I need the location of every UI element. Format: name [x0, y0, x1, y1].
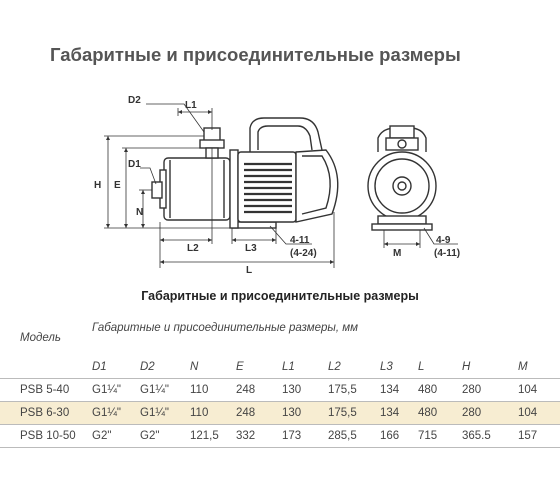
table-cell: 173: [282, 425, 328, 448]
table-cell: 110: [190, 402, 236, 425]
table-cell: 280: [462, 402, 518, 425]
label-n: N: [136, 207, 144, 218]
table-cell: G1¼": [140, 379, 190, 402]
table-cell: 480: [418, 402, 462, 425]
label-e: E: [114, 180, 121, 191]
col-header: L1: [282, 356, 328, 379]
table-cell: G1¼": [140, 402, 190, 425]
pump-front-view: [152, 118, 338, 228]
col-header: E: [236, 356, 282, 379]
table-cell: 104: [518, 402, 560, 425]
table-cell: 130: [282, 402, 328, 425]
table-cell: G2": [92, 425, 140, 448]
col-header: D1: [92, 356, 140, 379]
table-title: Габаритные и присоединительные размеры: [141, 289, 419, 303]
label-m: M: [393, 248, 402, 259]
table-cell: G1¼": [92, 402, 140, 425]
column-header-row: [0, 356, 560, 379]
table-row-highlighted: [0, 402, 560, 425]
col-header: D2: [140, 356, 190, 379]
table-cell: 121,5: [190, 425, 236, 448]
table-cell: 110: [190, 379, 236, 402]
label-side-foot-alt: (4-11): [434, 248, 461, 259]
label-d1: D1: [128, 159, 141, 170]
table-row: [0, 379, 560, 402]
col-header: N: [190, 356, 236, 379]
pump-side-view: [368, 126, 436, 230]
table-cell: 104: [518, 379, 560, 402]
table-cell: 134: [380, 379, 418, 402]
col-header: L2: [328, 356, 380, 379]
table-cell: 480: [418, 379, 462, 402]
table-cell: 285,5: [328, 425, 380, 448]
table-row: [0, 425, 560, 448]
label-l2: L2: [187, 243, 199, 254]
table-cell: 248: [236, 402, 282, 425]
row-model: PSB 6-30: [0, 402, 92, 425]
col-header: H: [462, 356, 518, 379]
label-l1: L1: [185, 100, 197, 111]
table-cell: 175,5: [328, 379, 380, 402]
page-title: Габаритные и присоединительные размеры: [50, 44, 461, 65]
table-cell: 130: [282, 379, 328, 402]
col-header: L3: [380, 356, 418, 379]
table-cell: 248: [236, 379, 282, 402]
row-model: PSB 5-40: [0, 379, 92, 402]
table-cell: 365.5: [462, 425, 518, 448]
label-side-foot: 4-9: [436, 235, 451, 246]
model-header: Модель: [20, 332, 61, 344]
group-header: Габаритные и присоединительные размеры, мм: [92, 322, 359, 334]
table-cell: 280: [462, 379, 518, 402]
table-cell: G1¼": [92, 379, 140, 402]
label-d2: D2: [128, 95, 141, 106]
table-cell: 134: [380, 402, 418, 425]
col-header: L: [418, 356, 462, 379]
label-l3: L3: [245, 243, 257, 254]
table-cell: 166: [380, 425, 418, 448]
table-cell: 715: [418, 425, 462, 448]
table-cell: 332: [236, 425, 282, 448]
dimensions-table: [0, 320, 560, 448]
row-model: PSB 10-50: [0, 425, 92, 448]
label-front-foot: 4-11: [290, 235, 310, 246]
label-h: H: [94, 180, 102, 191]
label-l: L: [246, 265, 253, 276]
col-header: M: [518, 356, 560, 379]
label-front-foot-alt: (4-24): [290, 248, 317, 259]
table-cell: 175,5: [328, 402, 380, 425]
table-cell: G2": [140, 425, 190, 448]
table-cell: 157: [518, 425, 560, 448]
